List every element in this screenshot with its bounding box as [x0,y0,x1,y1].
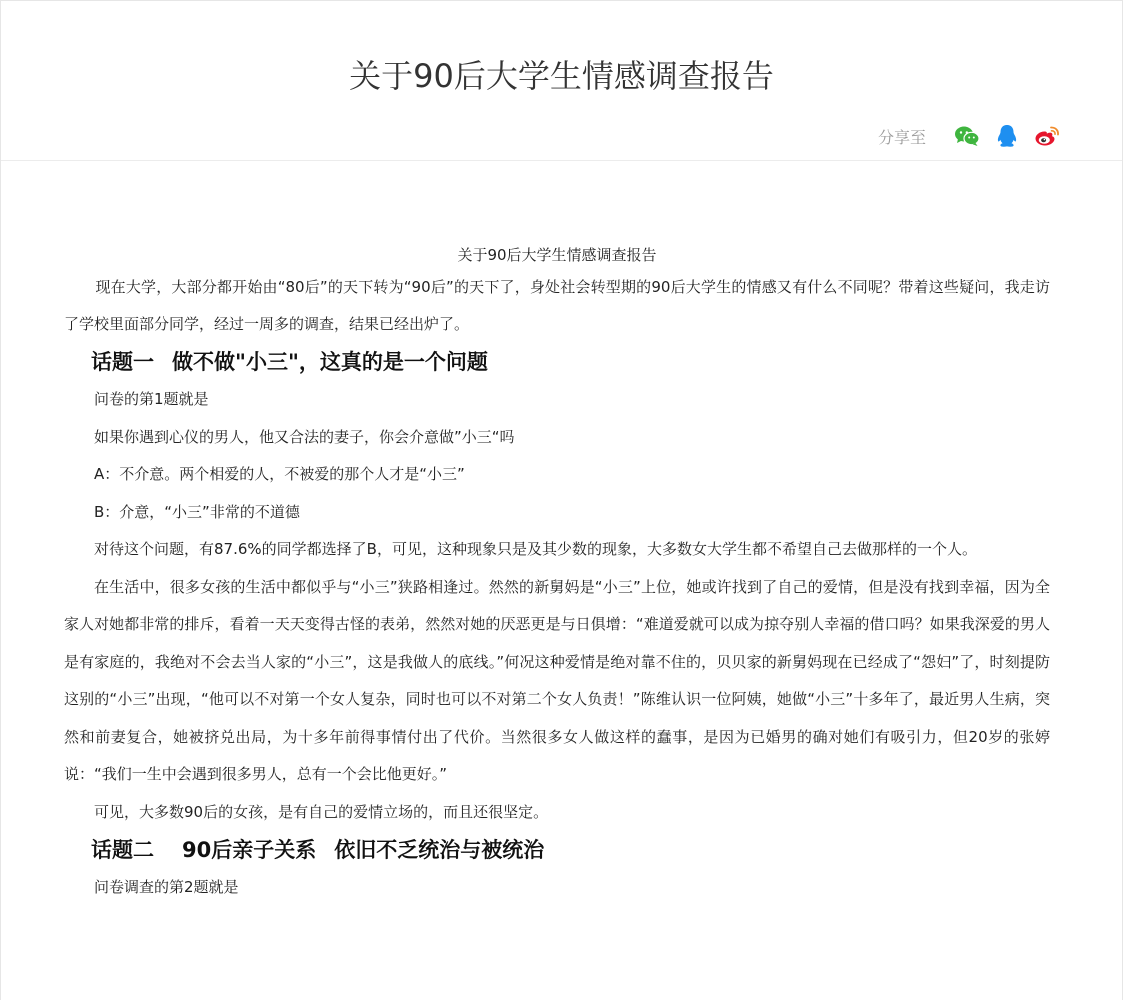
topic-two-label: 话题二 [91,838,154,862]
paragraph-result: 对待这个问题，有87.6%的同学都选择了B，可见，这种现象只是及其少数的现象，大多数女大学生都不希望自己去做那样的一个人。 [94,540,977,558]
wechat-icon[interactable] [954,123,980,149]
intro-paragraph: 现在大学，大部分都开始由“80后”的天下转为“90后”的天下了，身处社会转型期的90后大学生的情感又有什么不同呢？带着这些疑问，我走访了学校里面部分同学，经过一周多的调查，结果已经出炉了。 [64,278,1050,333]
qq-icon[interactable] [994,123,1020,149]
paragraph-question-text: 如果你遇到心仪的男人，他又合法的妻子，你会介意做”小三“吗 [94,427,515,446]
topic-two-heading [64,831,1050,869]
topic-two-title: 90后亲子关系 [182,838,317,862]
topic-one-label: 话题一 [91,350,154,374]
page-title: 关于90后大学生情感调查报告 [349,57,774,95]
document-title: 关于90后大学生情感调查报告 [457,246,657,264]
weibo-icon[interactable] [1034,123,1060,149]
paragraph-conclusion: 可见，大多数90后的女孩，是有自己的爱情立场的，而且还很坚定。 [94,802,549,821]
topic-one-heading [64,343,1050,381]
topic-one-title: 做不做"小三"，这真的是一个问题 [172,350,488,374]
paragraph-stories: 在生活中，很多女孩的生活中都似乎与“小三”狭路相逢过。然然的新舅妈是“小三”上位，她或许找到了自己的爱情，但是没有找到幸福，因为全家人对她都非常的排斥，看着一天天变得古怪的表弟，然然对她的厌恶更是与日俱增：“难道爱就可以成为掠夺别人幸福的借口吗？如果我深爱的男人是有家庭的，我绝对不会去当人家的“小三”，这是我做人的底线。”何况这种爱情是绝对靠不住的，贝贝家的新舅妈现在已经成了“怨妇”了，时刻提防这别的“小三”出现，“他可以不对第一个女人复杂，同时也可以不对第二个女人负责！”陈维认识一位阿姨，她做“小三”十多年了，最近男人生病，突然和前妻复合，她被挤兑出局，为十多年前得事情付出了代价。当然很多女人做这样的蠢事，是因为已婚男的确对她们有吸引力，但20岁的张婷说：“我们一生中会遇到很多男人，总有一个会比他更好。” [64,577,1050,783]
paragraph-question-1: 问卷的第1题就是 [94,390,209,408]
paragraph-option-b: B：介意，“小三”非常的不道德 [94,502,300,521]
paragraph-option-a: A：不介意。两个相爱的人，不被爱的那个人才是“小三” [94,465,465,483]
article-header [1,1,1122,161]
share-bar [878,122,1060,150]
topic-two-subtitle: 依旧不乏统治与被统治 [334,838,545,862]
paragraph-question-2: 问卷调查的第2题就是 [94,878,239,896]
article-body [64,241,1050,907]
share-label: 分享至 [877,127,926,147]
